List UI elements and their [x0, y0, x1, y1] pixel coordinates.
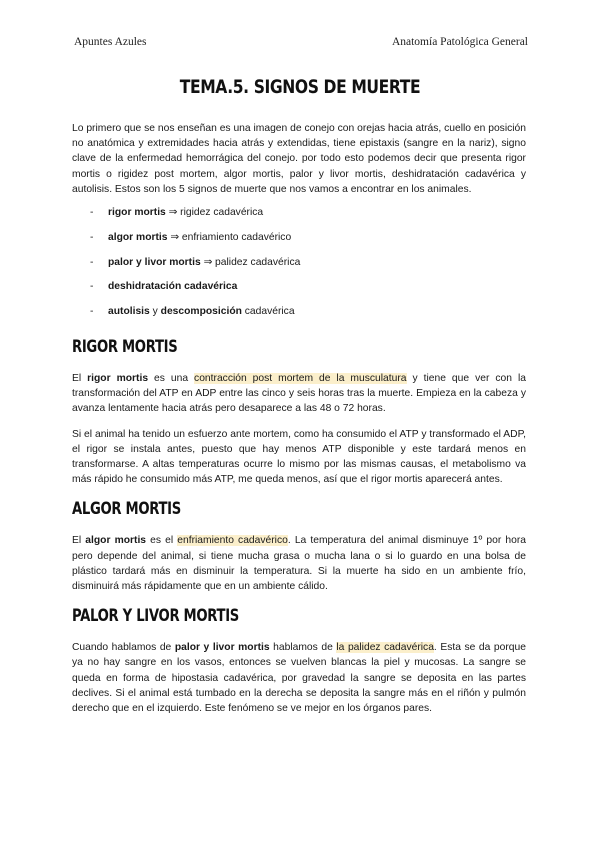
- bullet-dash: -: [90, 207, 94, 219]
- palor-paragraph-1: [72, 640, 526, 716]
- rigor-paragraph-1: [72, 371, 526, 417]
- bold-term: palor y livor mortis: [174, 642, 270, 654]
- signs-list: [72, 205, 526, 329]
- intro-paragraph: Lo primero que se nos enseñan es una imagen de conejo con orejas hacia atrás, cuello en posición no anatómica y extremidades hacia atrás y extendidas, tiene epistaxis (sangre en la nariz), signo clave de la enfermedad hemorrágica del conejo. por todo esto podemos decir que presenta rigor mortis o rigidez post mortem, algor mortis, palor y livor mortis, deshidratación cadavérica y autolisis. Estos son los 5 signos de muerte que nos vamos a encontrar en los animales.: [72, 123, 526, 195]
- algor-paragraph-1: [72, 533, 526, 594]
- text-run: . Esta se da porque ya no hay sangre en los vasos, entonces se vuelven blancas la piel y mucosas. La sangre se queda en forma de hipostasia cadavérica, por gravedad la sangre se deposita en las partes declives. Si el animal está tumbado en la derecha se deposita la sangre más en el riñón y pulmón derecho que en el izquierdo. Este fenómeno se ve mejor en los órganos pares.: [72, 642, 526, 715]
- list-item: [72, 304, 526, 329]
- bullet-dash: -: [90, 281, 94, 293]
- highlighted-text: la palidez cadavérica: [336, 642, 434, 654]
- text-run: es una: [148, 373, 195, 384]
- text-run: hablamos de: [269, 642, 337, 654]
- sign-desc: ⇒ enfriamiento cadavérico: [167, 231, 292, 243]
- bullet-dash: -: [90, 256, 94, 268]
- list-item: [72, 230, 526, 255]
- highlighted-text: enfriamiento cadavérico: [177, 535, 288, 547]
- page-header: [74, 36, 528, 48]
- list-item: [72, 255, 526, 280]
- text-run: El: [72, 535, 86, 547]
- sign-connector: y: [149, 306, 161, 318]
- sign-term: descomposición: [160, 306, 242, 318]
- bold-term: algor mortis: [85, 535, 147, 547]
- sign-desc: ⇒ palidez cadavérica: [200, 256, 301, 268]
- sign-desc: cadavérica: [241, 306, 295, 318]
- text-run: es el: [146, 535, 178, 547]
- document-body: [72, 121, 526, 716]
- header-right: Anatomía Patológica General: [391, 36, 528, 48]
- sign-term: autolisis: [108, 306, 150, 318]
- text-run: . La temperatura del animal disminuye 1º por hora pero depende del animal, si tiene mucha grasa o mucha lana o si lo guardo en una bolsa de plástico tardará más en disminuir la temperatura. Si la muerte ha sido en un ambiente frío, disminuirá más rápidamente que en un ambiente cálido.: [72, 535, 526, 593]
- sign-term: palor y livor mortis: [108, 256, 201, 268]
- header-left: Apuntes Azules: [74, 36, 147, 48]
- sign-term: algor mortis: [108, 231, 168, 243]
- text-run: El: [72, 373, 88, 384]
- list-item: [72, 205, 526, 230]
- sign-term: deshidratación cadavérica: [108, 281, 238, 293]
- section-heading-algor: ALGOR MORTIS: [72, 499, 181, 519]
- page-title: TEMA.5. SIGNOS DE MUERTE: [179, 76, 421, 98]
- bullet-dash: -: [90, 306, 94, 318]
- highlighted-text: contracción post mortem de la musculatura: [194, 373, 407, 384]
- sign-term: rigor mortis: [108, 207, 166, 219]
- bold-term: rigor mortis: [87, 373, 149, 384]
- section-heading-palor: PALOR Y LIVOR MORTIS: [72, 606, 239, 626]
- sign-desc: ⇒ rigidez cadavérica: [165, 207, 264, 219]
- bullet-dash: -: [90, 231, 94, 243]
- rigor-paragraph-2: Si el animal ha tenido un esfuerzo ante mortem, como ha consumido el ATP y transformado el ADP, el rigor se instala antes, puesto que hay menos ATP disponible y este tardará menos en transformarse. A altas temperaturas ocurre lo mismo por las mismas causas, el metabolismo va más rápido he consumido más ATP, me queda menos, así que el rigor mortis aparecerá antes.: [72, 428, 526, 486]
- text-run: y tiene que ver con la transformación del ATP en ADP entre las cinco y seis horas tras la muerte. Empieza en la cabeza y avanza lentamente hacia atrás pero desaparece a las 48 o 72 horas.: [72, 373, 526, 415]
- list-item: [72, 279, 526, 304]
- text-run: Cuando hablamos de: [72, 642, 175, 654]
- section-heading-rigor: RIGOR MORTIS: [72, 337, 178, 356]
